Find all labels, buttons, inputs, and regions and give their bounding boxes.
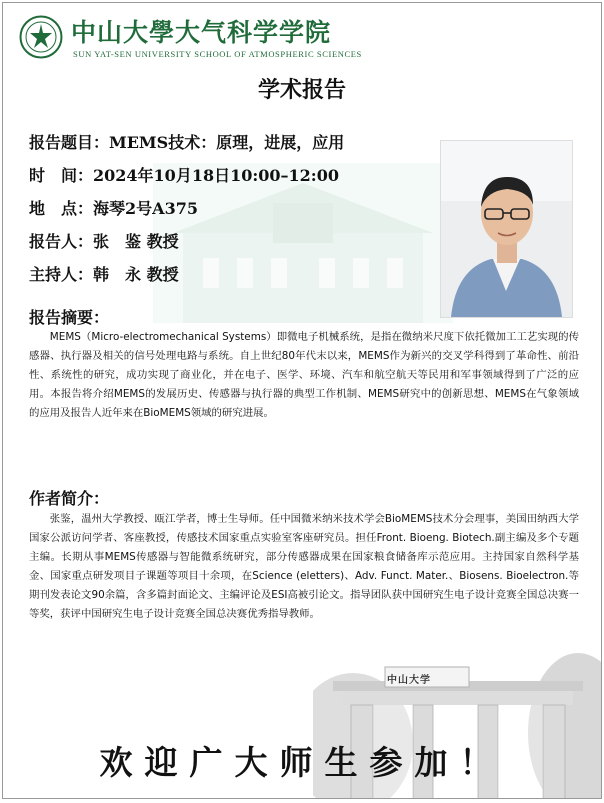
- background-building-image: [153, 163, 453, 323]
- info-time: [29, 163, 339, 186]
- info-topic: [29, 130, 344, 153]
- info-host: [29, 262, 179, 285]
- host-value: 韩 永 教授: [93, 265, 179, 284]
- abstract-text: MEMS（Micro-electromechanical Systems）即微电子机械系统，是指在微纳米尺度下依托微加工工艺实现的传感器、执行器及相关的信号处理电路与系统。自上世纪80年代末以来，MEMS作为新兴的交叉学科得到了革命性、前沿性、系统性的研究，成功实现了商业化，并在电子、医学、环境、汽车和航空航天等民用和军事领域得到了广泛的应用。本报告将介绍MEMS的发展历史、传感器与执行器的典型工作机制、MEMS研究中的创新思想、MEMS在气象领域的应用及报告人近年来在BioMEMS领域的研究进展。: [29, 331, 579, 419]
- speaker-value: 张 鉴 教授: [93, 232, 179, 251]
- time-value: 2024年10月18日10:00–12:00: [93, 166, 339, 185]
- time-label: 时 间：: [29, 166, 94, 185]
- university-logo: [19, 15, 63, 59]
- university-name-cn: 中山大學大气科学学院: [71, 18, 332, 47]
- topic-value: MEMS技术：原理，进展，应用: [109, 133, 345, 152]
- poster: [2, 2, 602, 799]
- place-value: 海琴2号A375: [93, 199, 198, 218]
- speaker-label: 报告人：: [29, 232, 94, 251]
- gate-sign: 中山大学: [387, 675, 431, 686]
- page-title: 学术报告: [257, 78, 346, 103]
- speaker-photo: [440, 140, 573, 318]
- topic-label: 报告题目：: [29, 133, 110, 152]
- university-name-en: SUN YAT-SEN UNIVERSITY SCHOOL OF ATMOSPHERIC SCIENCES: [73, 49, 362, 59]
- host-label: 主持人：: [29, 265, 94, 284]
- bio-text: 张鉴，温州大学教授、瓯江学者，博士生导师。任中国微米纳米技术学会BioMEMS技术分会理事，美国田纳西大学国家公派访问学者、客座教授，传感技术国家重点实验室客座研究员。担任Front. Bioeng. Biotech.副主编及多个专题主编。长期从事MEMS传感器与智能微系统研究，部分传感器成果在国家粮食储备库示范应用。主持国家自然科学基金、国家重点研发项目子课题等项目十余项，在Science (eletters)、Adv. Funct. Mater.、Biosens. Bioelectron.等期刊发表论文90余篇，含多篇封面论文、主编评论及ESI高被引论文。指导团队获中国研究生电子设计竞赛全国总决赛一等奖，获评中国研究生电子设计竞赛全国总决赛优秀指导教师。: [29, 513, 579, 620]
- abstract-heading: 报告摘要：: [29, 308, 110, 327]
- info-place: [29, 196, 198, 219]
- place-label: 地 点：: [29, 199, 94, 218]
- info-speaker: [29, 229, 179, 252]
- bio-heading: 作者简介：: [29, 489, 110, 508]
- welcome-banner: 欢迎广大师生参加！: [99, 743, 505, 782]
